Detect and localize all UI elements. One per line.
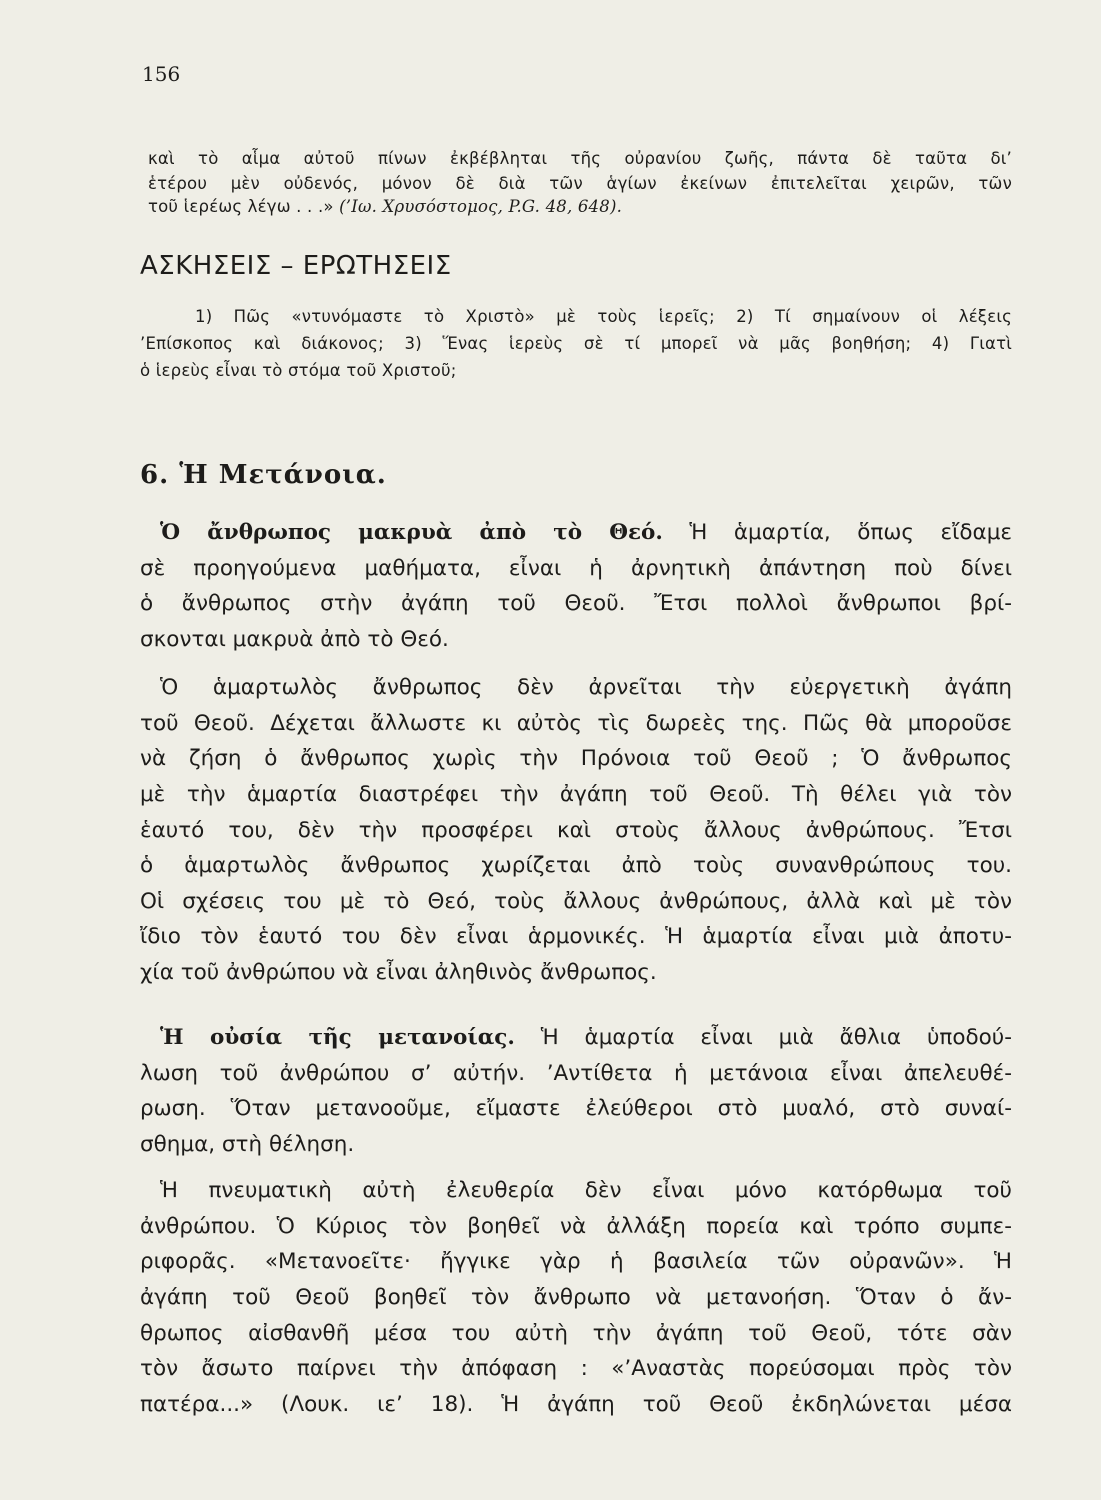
exercise-line: ’Επίσκοπος καὶ διάκονος; 3) Ἕνας ἱερεὺς σὲ τί μπορεῖ νὰ μᾶς βοηθήση; 4) Γιατὶ <box>140 334 1012 353</box>
body-line: Ἡ πνευματικὴ αὐτὴ ἐλευθερία δὲν εἶναι μόνο κατόρθωμα τοῦ <box>160 1178 1012 1203</box>
body-line: νὰ ζήση ὁ ἄνθρωπος χωρὶς τὴν Πρόνοια τοῦ Θεοῦ ; Ὁ ἄνθρωπος <box>140 746 1012 771</box>
quote-citation: (’Ιω. Χρυσόστομος, P.G. 48, 648). <box>339 197 623 216</box>
page-number: 156 <box>142 62 181 86</box>
body-line: ἀνθρώπου. Ὁ Κύριος τὸν βοηθεῖ νὰ ἀλλάξη πορεία καὶ τρόπο συμπε- <box>140 1214 1012 1239</box>
quote-text: τοῦ ἱερέως λέγω . . .» <box>148 197 334 216</box>
body-line: Ὁ ἁμαρτωλὸς ἄνθρωπος δὲν ἀρνεῖται τὴν εὐεργετικὴ ἀγάπη <box>160 675 1012 700</box>
body-line <box>160 522 1012 544</box>
body-line: χία τοῦ ἀνθρώπου νὰ εἶναι ἀληθινὸς ἄνθρωπος. <box>140 960 657 985</box>
subheading: Ὁ ἄνθρωπος μακρυὰ ἀπὸ τὸ Θεό. <box>160 520 663 545</box>
body-line: ὁ ἁμαρτωλὸς ἄνθρωπος χωρίζεται ἀπὸ τοὺς συνανθρώπους του. <box>140 853 1012 878</box>
subheading: Ἡ οὐσία τῆς μετανοίας. <box>160 1025 515 1050</box>
body-line: Οἱ σχέσεις του μὲ τὸ Θεό, τοὺς ἄλλους ἀνθρώπους, ἀλλὰ καὶ μὲ τὸν <box>140 889 1012 914</box>
body-line: ἀγάπη τοῦ Θεοῦ βοηθεῖ τὸν ἄνθρωπο νὰ μετανοήση. Ὅταν ὁ ἄν- <box>140 1285 1012 1310</box>
body-line: μὲ τὴν ἁμαρτία διαστρέφει τὴν ἀγάπη τοῦ Θεοῦ. Τὴ θέλει γιὰ τὸν <box>140 782 1012 807</box>
body-line: λωση τοῦ ἀνθρώπου σ’ αὐτήν. ’Αντίθετα ἡ μετάνοια εἶναι ἀπελευθέ- <box>140 1061 1012 1086</box>
quote-line <box>148 199 1020 216</box>
body-line: ἑαυτό του, δὲν τὴν προσφέρει καὶ στοὺς ἄλλους ἀνθρώπους. Ἔτσι <box>140 818 1012 843</box>
body-line <box>160 1027 1012 1049</box>
body-line: πατέρα...» (Λουκ. ιε’ 18). Ἡ ἀγάπη τοῦ Θεοῦ ἐκδηλώνεται μέσα <box>140 1392 1012 1417</box>
body-line: ὁ ἄνθρωπος στὴν ἀγάπη τοῦ Θεοῦ. Ἔτσι πολλοὶ ἄνθρωποι βρί- <box>140 591 1012 616</box>
quote-line: καὶ τὸ αἷμα αὐτοῦ πίνων ἐκβέβληται τῆς οὐρανίου ζωῆς, πάντα δὲ ταῦτα δι’ <box>148 149 1012 168</box>
body-line: τὸν ἄσωτο παίρνει τὴν ἀπόφαση : «’Αναστὰς πορεύσομαι πρὸς τὸν <box>140 1356 1012 1381</box>
body-line: ριφορᾶς. «Μετανοεῖτε· ἤγγικε γὰρ ἡ βασιλεία τῶν οὐρανῶν». Ἡ <box>140 1249 1012 1274</box>
body-line: τοῦ Θεοῦ. Δέχεται ἄλλωστε κι αὐτὸς τὶς δωρεὲς της. Πῶς θὰ μποροῦσε <box>140 711 1012 736</box>
body-text: Ἡ ἁμαρτία εἶναι μιὰ ἄθλια ὑποδού- <box>514 1025 1012 1050</box>
section-heading: 6. Ἡ Μετάνοια. <box>140 460 387 490</box>
quote-line: ἑτέρου μὲν οὐδενός, μόνον δὲ διὰ τῶν ἁγίων ἐκείνων ἐπιτελεῖται χειρῶν, τῶν <box>148 174 1012 193</box>
body-line: ρωση. Ὅταν μετανοοῦμε, εἴμαστε ἐλεύθεροι στὸ μυαλό, στὸ συναί- <box>140 1096 1012 1121</box>
body-line: σκονται μακρυὰ ἀπὸ τὸ Θεό. <box>140 627 449 652</box>
body-line: ἴδιο τὸν ἑαυτό του δὲν εἶναι ἁρμονικές. Ἡ ἁμαρτία εἶναι μιὰ ἀποτυ- <box>140 924 1012 949</box>
body-line: σὲ προηγούμενα μαθήματα, εἶναι ἡ ἀρνητικὴ ἀπάντηση ποὺ δίνει <box>140 556 1012 581</box>
exercise-line: ὁ ἱερεὺς εἶναι τὸ στόμα τοῦ Χριστοῦ; <box>140 361 457 380</box>
exercise-line: 1) Πῶς «ντυνόμαστε τὸ Χριστὸ» μὲ τοὺς ἱερεῖς; 2) Τί σημαίνουν οἱ λέξεις <box>195 307 1012 326</box>
body-line: σθημα, στὴ θέληση. <box>140 1132 355 1157</box>
body-text: Ἡ ἁμαρτία, ὅπως εἴδαμε <box>662 520 1013 545</box>
exercises-heading: ΑΣΚΗΣΕΙΣ – ΕΡΩΤΗΣΕΙΣ <box>140 251 452 281</box>
body-line: θρωπος αἰσθανθῆ μέσα του αὐτὴ τὴν ἀγάπη τοῦ Θεοῦ, τότε σὰν <box>140 1321 1012 1346</box>
